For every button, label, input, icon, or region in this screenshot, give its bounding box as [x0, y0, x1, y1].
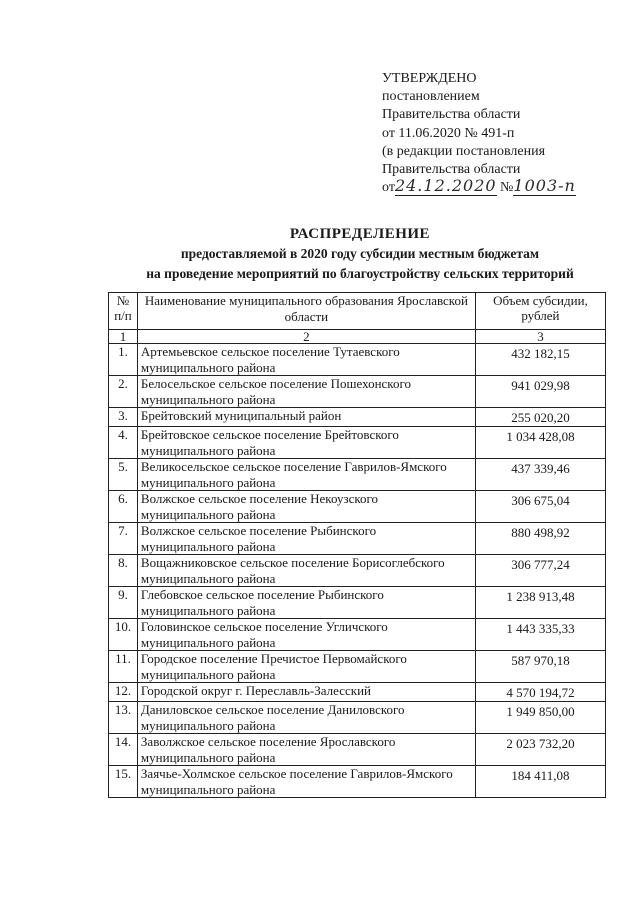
row-name: Городское поселение Пречистое Первомайского муниципального района [137, 651, 475, 683]
approval-line: от 11.06.2020 № 491-п [382, 125, 515, 141]
document-subtitle: на проведение мероприятий по благоустройству сельских территорий [146, 266, 574, 281]
row-name: Заволжское сельское поселение Ярославского муниципального района [137, 734, 475, 766]
row-name: Брейтовский муниципальный район [137, 408, 475, 427]
row-amount: 1 949 850,00 [475, 702, 605, 734]
row-name: Головинское сельское поселение Угличского муниципального района [137, 619, 475, 651]
approval-title: УТВЕРЖДЕНО [382, 71, 477, 86]
row-number: 11. [109, 651, 138, 683]
table-row [109, 376, 606, 408]
table-row [109, 683, 606, 702]
row-amount: 184 411,08 [475, 766, 605, 798]
document-title: РАСПРЕДЕЛЕНИЕ [289, 226, 431, 242]
row-number: 15. [109, 766, 138, 798]
table-row [109, 408, 606, 427]
row-amount: 587 970,18 [475, 651, 605, 683]
row-name: Волжское сельское поселение Некоузского муниципального района [137, 491, 475, 523]
row-amount: 941 029,98 [475, 376, 605, 408]
header-amount: Объем субсидии, рублей [475, 293, 605, 330]
row-name: Великосельское сельское поселение Гаврилов-Ямского муниципального района [137, 459, 475, 491]
approval-line: Правительства области [382, 162, 521, 178]
row-name: Даниловское сельское поселение Даниловского муниципального района [137, 702, 475, 734]
number-prefix: № [500, 180, 514, 196]
row-name: Волжское сельское поселение Рыбинского муниципального района [137, 523, 475, 555]
row-amount: 2 023 732,20 [475, 734, 605, 766]
table-row [109, 766, 606, 798]
row-number: 12. [109, 683, 138, 702]
table-header-row [109, 293, 606, 330]
row-number: 2. [109, 376, 138, 408]
row-amount: 437 339,46 [475, 459, 605, 491]
handwritten-date: 24.12.2020 [394, 176, 497, 196]
header-name: Наименование муниципального образования Ярославской области [137, 293, 475, 330]
row-name: Брейтовское сельское поселение Брейтовского муниципального района [137, 427, 475, 459]
date-prefix: от [382, 180, 395, 196]
row-number: 14. [109, 734, 138, 766]
row-number: 1. [109, 344, 138, 376]
row-number: 5. [109, 459, 138, 491]
row-number: 9. [109, 587, 138, 619]
table-row [109, 523, 606, 555]
approval-line: (в редакции постановления [382, 143, 546, 159]
approval-line: постановлением [382, 89, 480, 105]
row-name: Артемьевское сельское поселение Тутаевского муниципального района [137, 344, 475, 376]
table-row [109, 459, 606, 491]
row-number: 8. [109, 555, 138, 587]
row-number: 6. [109, 491, 138, 523]
row-number: 7. [109, 523, 138, 555]
column-number: 2 [137, 330, 475, 344]
table-row [109, 619, 606, 651]
row-number: 3. [109, 408, 138, 427]
table-row [109, 344, 606, 376]
table-row [109, 555, 606, 587]
row-number: 13. [109, 702, 138, 734]
handwritten-number: 1003-п [513, 176, 576, 196]
table-row [109, 702, 606, 734]
column-number: 1 [109, 330, 138, 344]
header-number: № п/п [109, 293, 138, 330]
document-heading [100, 226, 620, 283]
row-name: Белосельское сельское поселение Пошехонского муниципального района [137, 376, 475, 408]
row-amount: 1 443 335,33 [475, 619, 605, 651]
row-name: Глебовское сельское поселение Рыбинского муниципального района [137, 587, 475, 619]
table-row [109, 734, 606, 766]
row-name: Городской округ г. Переславль-Залесский [137, 683, 475, 702]
approval-line: Правительства области [382, 107, 521, 123]
table-row [109, 491, 606, 523]
subsidy-table [108, 292, 606, 798]
row-amount: 255 020,20 [475, 408, 605, 427]
row-amount: 880 498,92 [475, 523, 605, 555]
row-amount: 432 182,15 [475, 344, 605, 376]
row-name: Заячье-Холмское сельское поселение Гаврилов-Ямского муниципального района [137, 766, 475, 798]
document-subtitle: предоставляемой в 2020 году субсидии местным бюджетам [180, 246, 540, 261]
table-row [109, 651, 606, 683]
row-number: 10. [109, 619, 138, 651]
row-number: 4. [109, 427, 138, 459]
row-amount: 1 238 913,48 [475, 587, 605, 619]
approval-stamp [382, 70, 632, 197]
row-amount: 306 675,04 [475, 491, 605, 523]
row-amount: 1 034 428,08 [475, 427, 605, 459]
row-name: Вощажниковское сельское поселение Борисоглебского муниципального района [137, 555, 475, 587]
table-row [109, 427, 606, 459]
approval-date-line [382, 176, 632, 197]
column-number: 3 [475, 330, 605, 344]
table-row [109, 587, 606, 619]
column-number-row [109, 330, 606, 344]
row-amount: 4 570 194,72 [475, 683, 605, 702]
row-amount: 306 777,24 [475, 555, 605, 587]
